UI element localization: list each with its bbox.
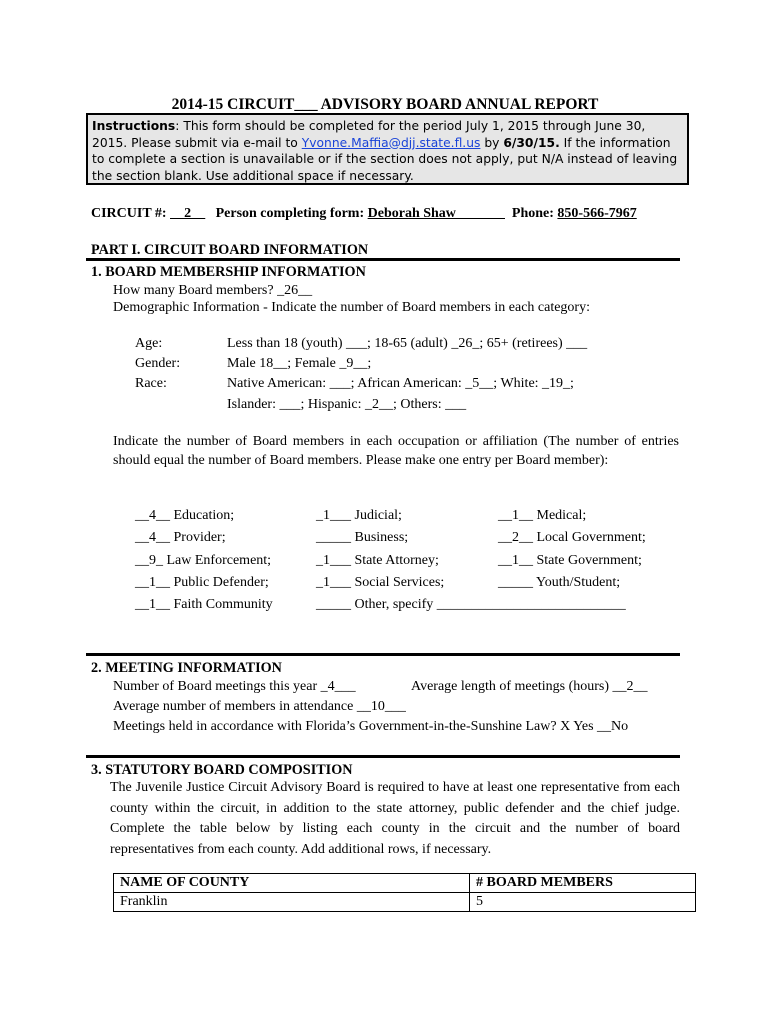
age-values: Less than 18 (youth) ___; 18-65 (adult) _26_; 65+ (retirees) ___ (227, 336, 588, 351)
gender-label: Gender: (135, 356, 181, 371)
page-title: 2014-15 CIRCUIT___ ADVISORY BOARD ANNUAL REPORT (171, 96, 599, 113)
occupation-entry: _1___ Social Services; (316, 574, 445, 590)
section2-heading: 2. MEETING INFORMATION (91, 660, 282, 676)
occupation-instructions: Indicate the number of Board members in each occupation or affiliation (The number of entries should equal the number of Board members. Please make one entry per Board member): (113, 434, 679, 468)
occupation-entry: _____ Other, specify ___________________________ (316, 597, 626, 613)
county-table (113, 873, 696, 912)
demographic-intro: Demographic Information - Indicate the number of Board members in each category: (113, 300, 590, 315)
person-value: Deborah Shaw_______ (367, 206, 505, 221)
occupation-column-1 (135, 505, 273, 616)
county-name-header: NAME OF COUNTY (114, 874, 470, 893)
phone-label: Phone: (511, 206, 554, 221)
occupation-entry: __2__ Local Government; (498, 530, 646, 546)
instructions-text: : This form should be completed for the period July 1, 2015 through June 30, 2015. Please submit via e-mail to (92, 119, 646, 150)
circuit-label: CIRCUIT #: (91, 206, 167, 221)
occupation-entry: __1__ Medical; (498, 508, 587, 523)
race-values-line1: Native American: ___; African American: _5__; White: _19_; (227, 376, 574, 391)
divider (86, 755, 680, 758)
part1-heading: PART I. CIRCUIT BOARD INFORMATION (91, 242, 369, 258)
email-link[interactable]: Yvonne.Maffia@djj.state.fl.us (301, 135, 481, 150)
race-values-line2: Islander: ___; Hispanic: _2__; Others: ___ (227, 397, 467, 412)
gender-values: Male 18__; Female _9__; (227, 356, 372, 371)
instructions-rest: If the information to complete a section is unavailable or if the section does not apply, put N/A instead of leaving the section blank. Use additional space if necessary. (92, 135, 678, 183)
meetings-length: Average length of meetings (hours) __2__ (411, 679, 648, 694)
occupation-entry: _1___ Judicial; (316, 508, 402, 523)
deadline: 6/30/15. (503, 135, 560, 150)
person-label: Person completing form: (215, 206, 365, 221)
occupation-entry: __9_ Law Enforcement; (135, 552, 272, 568)
race-label: Race: (135, 376, 167, 391)
circuit-info-line (91, 206, 637, 222)
attendance-average: Average number of members in attendance __10___ (113, 699, 406, 714)
section3-heading: 3. STATUTORY BOARD COMPOSITION (91, 762, 353, 778)
occupation-column-3 (498, 505, 646, 594)
meetings-count: Number of Board meetings this year _4___ (113, 679, 356, 694)
instructions-label: Instructions (92, 119, 176, 133)
occupation-entry: __1__ Public Defender; (135, 574, 269, 590)
board-members-cell: 5 (470, 893, 696, 912)
occupation-entry: __1__ Faith Community (135, 597, 273, 613)
occupation-entry: __4__ Education; (135, 508, 235, 523)
occupation-entry: __4__ Provider; (135, 530, 226, 546)
occupation-entry: _1___ State Attorney; (316, 552, 439, 568)
phone-value: 850-566-7967 (557, 206, 637, 221)
occupation-entry: _____ Youth/Student; (498, 574, 621, 590)
divider (86, 653, 680, 656)
instructions-box (86, 113, 689, 185)
county-name-cell: Franklin (114, 893, 470, 912)
sunshine-law: Meetings held in accordance with Florida’s Government-in-the-Sunshine Law? X Yes __No (113, 719, 629, 734)
composition-instructions: The Juvenile Justice Circuit Advisory Board is required to have at least one representative from each county within the circuit, in addition to the state attorney, public defender and the chief judge. Complete the table below by listing each county in the circuit and the number of board representatives from each county. Add additional rows, if necessary. (110, 780, 680, 857)
age-label: Age: (135, 336, 163, 351)
section1-heading: 1. BOARD MEMBERSHIP INFORMATION (91, 264, 366, 280)
occupation-entry: __1__ State Government; (498, 552, 642, 568)
how-many-members: How many Board members? _26__ (113, 283, 313, 298)
occupation-entry: _____ Business; (316, 530, 409, 546)
instructions-by: by (480, 135, 504, 150)
circuit-value: __2__ (170, 206, 206, 221)
divider (86, 258, 680, 261)
board-members-header: # BOARD MEMBERS (470, 874, 696, 893)
table-row (114, 893, 696, 912)
